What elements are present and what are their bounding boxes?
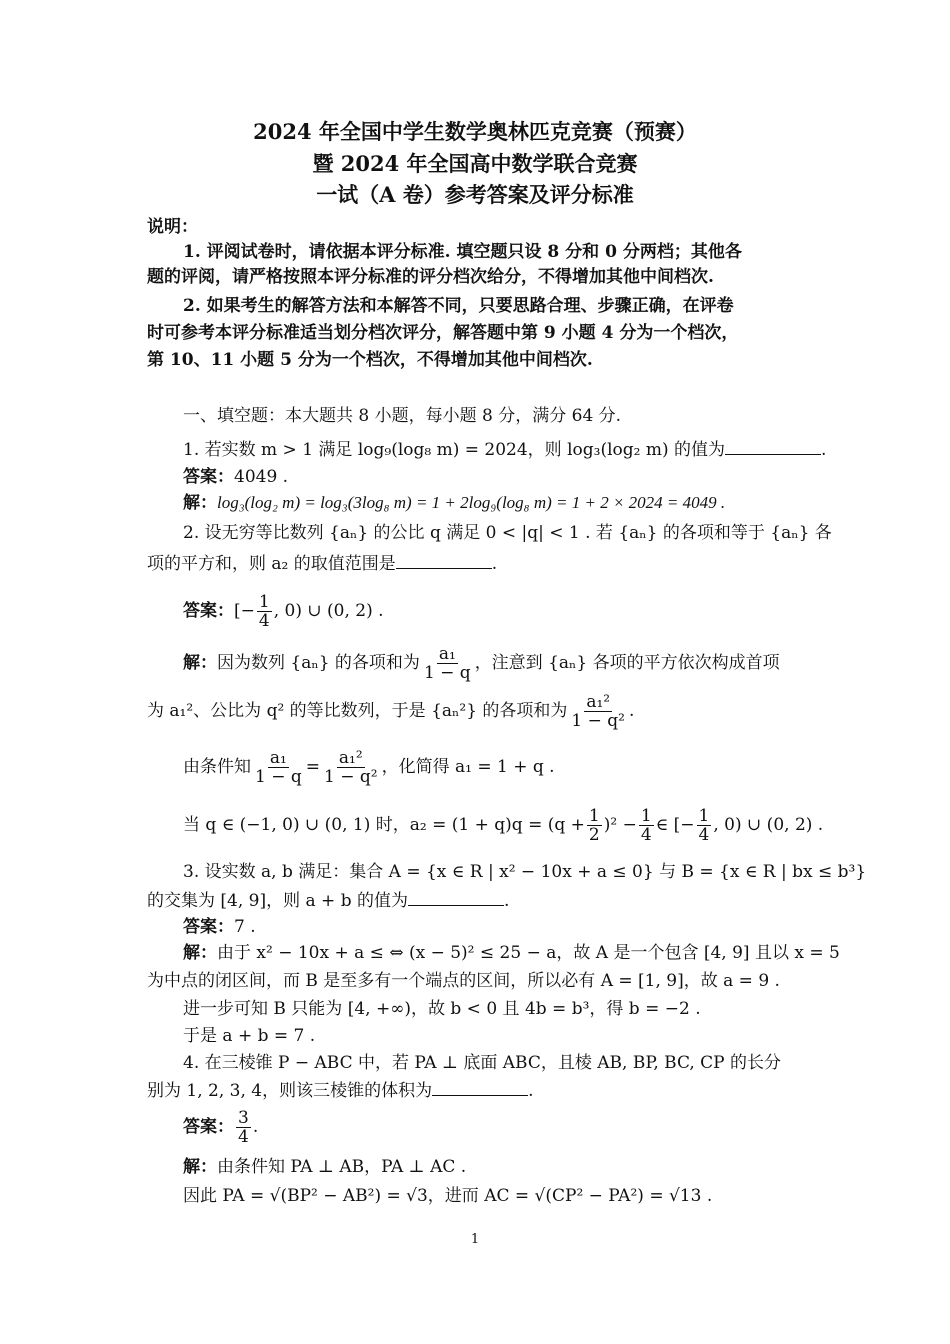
problem-3-question-line-2: 的交集为 [4, 9]，则 a + b 的值为 . (147, 891, 510, 911)
answer-blank (432, 1079, 528, 1096)
answer-blank (408, 889, 504, 906)
problem-4-solution-line-2: 因此 PA = √(BP² − AB²) = √3，进而 AC = √(CP² − PA²) = √13 . (183, 1186, 713, 1206)
answer-blank (396, 552, 492, 569)
problem-3-solution-line-4: 于是 a + b = 7 . (183, 1026, 316, 1046)
problem-4-question-line-1: 4. 在三棱锥 P − ABC 中，若 PA ⊥ 底面 ABC，且棱 AB, BP, BC, CP 的长分 (183, 1053, 782, 1073)
problem-1-solution: 解：log₃(log₂ m) = log₃(3log₈ m) = 1 + 2log₉(log₈ m) = 1 + 2 × 2024 = 4049 . (183, 493, 726, 513)
notes-heading: 说明： (147, 217, 198, 237)
note-line: 2. 如果考生的解答方法和本解答不同，只要思路合理、步骤正确，在评卷 (183, 296, 734, 316)
problem-4-question-line-2: 别为 1, 2, 3, 4，则该三棱锥的体积为 . (147, 1081, 534, 1101)
problem-2-solution-line-1: 解：因为数列 {aₙ} 的各项和为 $\frac{\text{a₁}}{1 - q}$ ，注意到 {aₙ} 各项的平方依次构成首项 (183, 644, 780, 683)
problem-2-answer: 答案：[− $\frac{1}{4}$ , 0) ∪ (0, 2) . (183, 592, 384, 631)
problem-2-solution-line-2: 为 a₁²、公比为 q² 的等比数列，于是 {aₙ²} 的各项和为 $\frac{\text{a₁²}}{\text{1 − q²}}$ . (147, 692, 635, 731)
title-line-1: 2024 年全国中学生数学奥林匹克竞赛（预赛） (253, 119, 697, 144)
note-line: 时可参考本评分标准适当划分档次评分，解答题中第 9 小题 4 分为一个档次， (147, 323, 739, 343)
problem-1-question: 1. 若实数 m > 1 满足 log₉(log₈ m) = 2024，则 log₃(log₂ m) 的值为 . (183, 440, 827, 460)
problem-3-solution-line-2: 为中点的闭区间，而 B 是至多有一个端点的区间，所以必有 A = [1, 9]，故 a = 9 . (147, 971, 780, 991)
problem-2-question-line-2: 项的平方和，则 a₂ 的取值范围是 . (147, 554, 498, 574)
title-line-3: 一试（A 卷）参考答案及评分标准 (316, 182, 634, 207)
problem-4-answer: 答案： $\frac{3}{4}$ . (183, 1108, 259, 1147)
problem-2-question-line-1: 2. 设无穷等比数列 {aₙ} 的公比 q 满足 0 < |q| < 1 . 若 {aₙ} 的各项和等于 {aₙ} 各 (183, 523, 832, 543)
page-number: 1 (470, 1232, 480, 1247)
problem-4-solution-line-1: 解：由条件知 PA ⊥ AB，PA ⊥ AC . (183, 1157, 467, 1177)
problem-3-question-line-1: 3. 设实数 a, b 满足：集合 A = {x ∈ R | x² − 10x + a ≤ 0} 与 B = {x ∈ R | bx ≤ b³} (183, 862, 867, 882)
problem-3-solution-line-1: 解：由于 x² − 10x + a ≤ ⇔ (x − 5)² ≤ 25 − a，故 A 是一个包含 [4, 9] 且以 x = 5 (183, 943, 840, 963)
title-line-2: 暨 2024 年全国高中数学联合竞赛 (312, 151, 638, 176)
problem-2-solution-line-3: 由条件知 $\frac{\text{a₁}}{1 - q}$ = $\frac{\text{a₁²}}{\text{1 − q²}}$ ，化简得 a₁ = 1 + q . (183, 748, 555, 787)
answer-blank (725, 438, 821, 455)
problem-1-answer: 答案：4049 . (183, 467, 289, 487)
note-line: 第 10、11 小题 5 分为一个档次，不得增加其他中间档次. (147, 350, 593, 370)
note-line: 1. 评阅试卷时，请依据本评分标准. 填空题只设 8 分和 0 分两档；其他各 (183, 242, 742, 262)
section-heading: 一、填空题：本大题共 8 小题，每小题 8 分，满分 64 分. (183, 406, 622, 426)
problem-2-solution-line-4: 当 q ∈ (−1, 0) ∪ (0, 1) 时，a₂ = (1 + q)q = (q + $\frac{1}{2}$ )² − $\frac{1}{4}$ ∈ [− $\frac{1}{4}$ , 0) ∪ (0, 2) . (183, 806, 824, 845)
problem-3-solution-line-3: 进一步可知 B 只能为 [4, +∞)，故 b < 0 且 4b = b³，得 b = −2 . (183, 999, 701, 1019)
note-line: 题的评阅，请严格按照本评分标准的评分档次给分，不得增加其他中间档次. (147, 267, 714, 287)
problem-3-answer: 答案：7 . (183, 917, 256, 937)
